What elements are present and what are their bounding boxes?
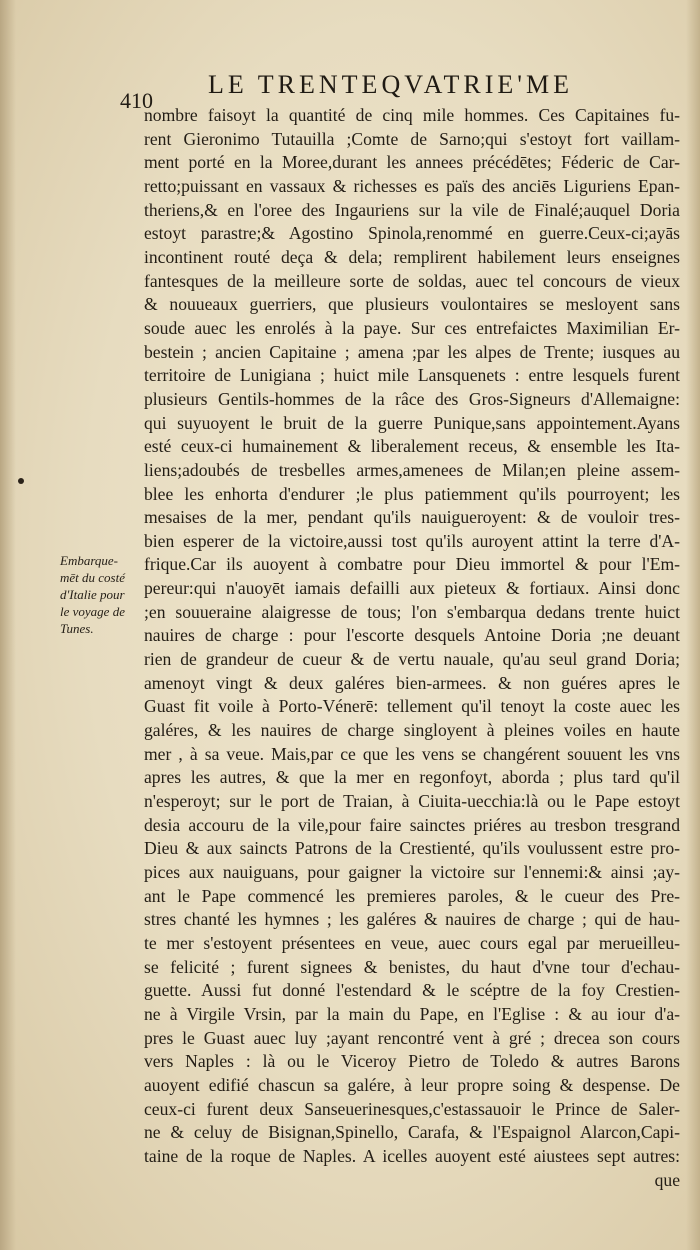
- text-line: esté ceux-ci humainement & liberalement receus, & ensemble les Ita-: [144, 436, 680, 457]
- text-line: nombre faisoyt la quantité de cinq mile hommes. Ces Capitaines fu-: [144, 105, 680, 125]
- text-line: territoire de Lunigiana ; huict mile Lansquenets : entre lesquels furent: [144, 365, 680, 386]
- text-line: retto;puissant en vassaux & richesses es païs des anciēs Liguriens Epan-: [144, 175, 680, 196]
- text-line: liens;adoubés de tresbelles armes,amenees de Milan;en pleine assem-: [144, 459, 680, 480]
- marginal-note-line: Embarque-: [60, 553, 119, 568]
- marginal-note-line: le voyage de: [60, 604, 125, 619]
- text-line: plusieurs Gentils-hommes de la râce des Gros-Signeurs d'Allemaigne:: [144, 388, 680, 409]
- text-line: bestein ; ancien Capitaine ; amena ;par les alpes de Trente; iusques au: [144, 341, 680, 362]
- text-line: Guast fit voile à Porto-Vénerē: tellement qu'il tenoyt la coste auec les: [144, 696, 680, 717]
- text-line: pereur:qui n'auoyēt iamais defailli aux pieteux & fortiaux. Ainsi donc: [144, 578, 680, 599]
- body-text: [144, 104, 680, 1192]
- text-line: pices aux nauiguans, pour gaigner la victoire sur l'ennemi:& ainsi ;ay-: [144, 862, 680, 882]
- text-line: ant le Pape commencé les premieres paroles, & le cueur des Pre-: [144, 885, 680, 906]
- marginal-note-line: mēt du costé: [60, 570, 125, 585]
- text-line: amenoyt vingt & deux galéres bien-armees. & non guéres apres le: [144, 672, 680, 693]
- text-line: apres les autres, & que la mer en regonfoyt, aborda ; plus tard qu'il: [144, 767, 680, 788]
- text-line: Dieu & aux saincts Patrons de la Crestienté, qu'ils voulussent estre pro-: [144, 838, 680, 859]
- running-head: LE TRENTEQVATRIE'ME: [208, 70, 573, 99]
- text-line: mesaises de la mer, pendant qu'ils nauigueroyent: & de vouloir tres-: [144, 507, 680, 528]
- catchword: que: [654, 1169, 680, 1190]
- text-line: vers Naples : là ou le Viceroy Pietro de Toledo & autres Barons: [144, 1051, 680, 1072]
- ink-spot: [18, 478, 24, 484]
- text-line: ne & celuy de Bisignan,Spinello, Carafa, & l'Espaignol Alarcon,Capi-: [144, 1122, 680, 1143]
- text-line: ceux-ci furent deux Sanseuerinesques,c'estassauoir le Prince de Saler-: [144, 1098, 680, 1119]
- text-line: blee les enhorta d'endurer ;le plus patiemment qu'ils pourroyent; les: [144, 483, 680, 504]
- text-line: taine de la roque de Naples. A icelles auoyent esté aiustees sept autres:: [144, 1145, 680, 1166]
- text-line: rent Gieronimo Tutauilla ;Comte de Sarno;qui s'estoyt fort vaillam-: [144, 128, 680, 149]
- text-line: se felicité ; furent signees & benistes, du haut d'vne tour d'echau-: [144, 956, 680, 977]
- marginal-note-line: d'Italie pour: [60, 587, 125, 602]
- text-line: frique.Car ils auoyent à combatre pour Dieu immortel & pour l'Em-: [144, 554, 680, 575]
- page-left-shadow: [0, 0, 16, 1250]
- text-line: auoyent edifié chascun sa galére, à leur propre soing & despense. De: [144, 1074, 680, 1095]
- text-line: ne à Virgile Vrsin, par la main du Pape, en l'Eglise : & au iour d'a-: [144, 1003, 680, 1024]
- text-line: theriens,& en l'oree des Ingauriens sur la vile de Finalé;auquel Doria: [144, 199, 680, 220]
- text-line: incontinent routé deça & dela; remplirent habilement leurs enseignes: [144, 246, 680, 267]
- text-line: desia accouru de la vile,pour faire sainctes priéres au tresbon tresgrand: [144, 814, 680, 835]
- text-line: ;en souueraine alaigresse de tous; l'on s'embarqua dedans trente huict: [144, 601, 680, 622]
- text-line: qui suyuoyent le bruit de la guerre Punique,sans appointement.Ayans: [144, 412, 680, 433]
- marginal-note-line: Tunes.: [60, 621, 94, 636]
- text-line: & nouueaux guerriers, que plusieurs voulontaires se mesloyent sans: [144, 294, 680, 315]
- text-line: soude auec les enrolés à la paye. Sur ces entrefaictes Maximilian Er-: [144, 317, 680, 338]
- text-line: stres chanté les hymnes ; les galéres & nauires de charge ; qui de hau-: [144, 909, 680, 930]
- text-line: rien de grandeur de cueur & de vertu nauale, qu'au seul grand Doria;: [144, 649, 680, 670]
- text-line: pres le Guast auec luy ;ayant rencontré vent à gré ; drecea son cours: [144, 1027, 680, 1048]
- text-line: bien esperer de la victoire,aussi tost qu'ils auroyent attint la terre d'A-: [144, 530, 680, 551]
- text-line: te mer s'estoyent présentees en veue, auec cours egal par merueilleu-: [144, 932, 680, 953]
- text-line: estoyt parastre;& Agostino Spinola,renommé en guerre.Ceux-ci;ayās: [144, 223, 680, 244]
- text-line: fantesques de la meilleure sorte de soldas, auec tel concours de vieux: [144, 270, 680, 291]
- text-line: guette. Aussi fut donné l'estendard & le scéptre de la foy Crestien-: [144, 980, 680, 1001]
- text-line: galéres, & les nauires de charge singloyent à pleines voiles en haute: [144, 720, 680, 741]
- text-line: nauires de charge : pour l'escorte desquels Antoine Doria ;ne deuant: [144, 625, 680, 646]
- marginal-note: [60, 552, 140, 637]
- page-number: 410: [120, 88, 153, 113]
- text-line: mer , à sa veue. Mais,par ce que les vens se changérent souuent les vns: [144, 743, 680, 764]
- text-line: ment porté en la Moree,durant les annees précédētes; Féderic de Car-: [144, 152, 680, 173]
- page-right-shadow: [686, 0, 700, 1250]
- text-line: n'esperoyt; sur le port de Traian, à Ciuita-uecchia:là ou le Pape estoyt: [144, 791, 680, 812]
